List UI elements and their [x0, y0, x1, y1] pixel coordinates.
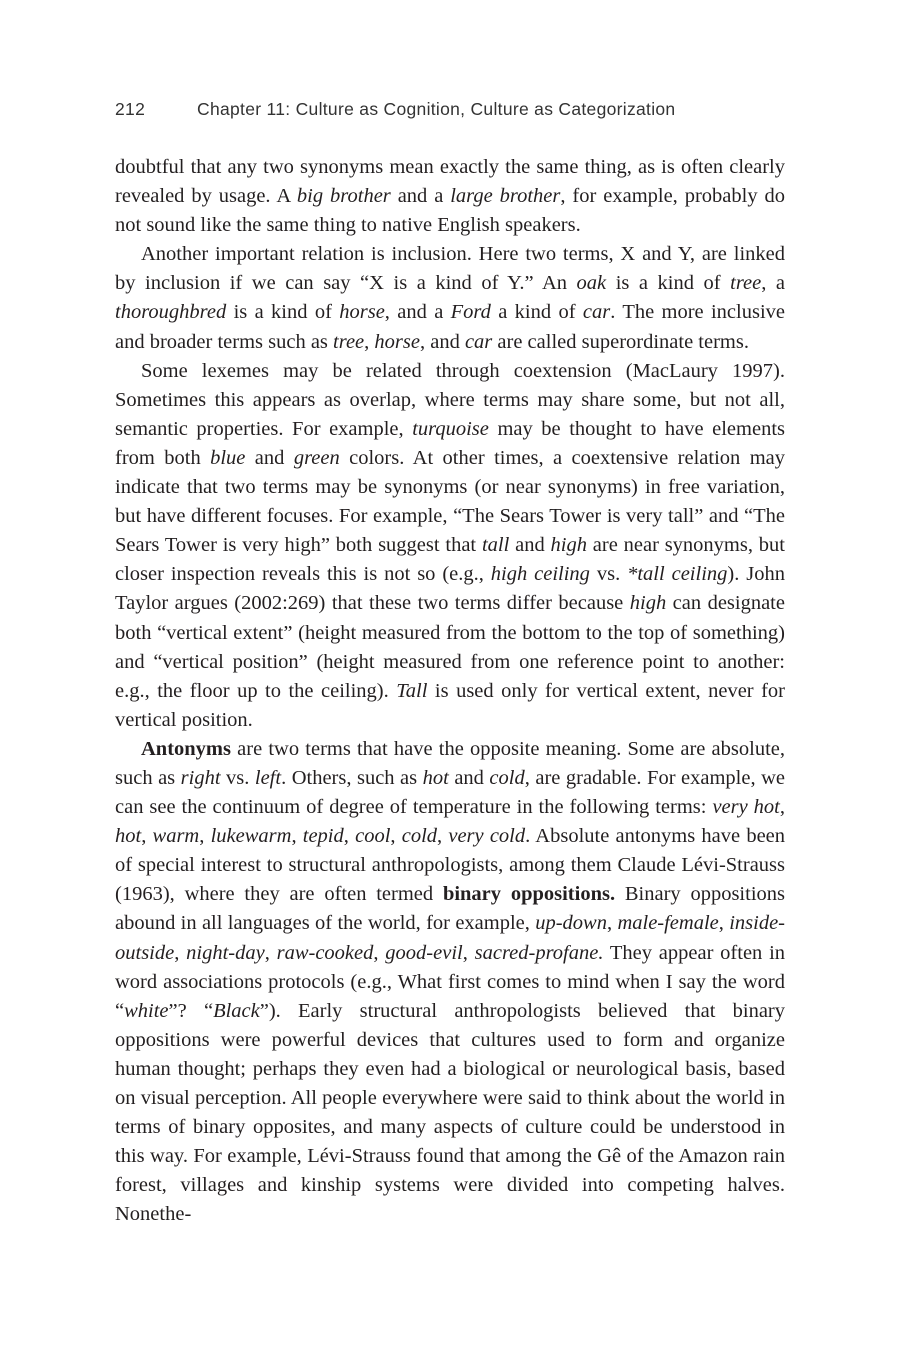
italic-run: cold [489, 766, 525, 789]
italic-run: tree [730, 272, 762, 295]
text-run: They appear often in word associations protocols (e.g., What first comes to mind when I say the word “ [115, 941, 786, 1022]
italic-run: *tall ceiling [627, 563, 728, 586]
italic-run: very hot [712, 796, 780, 819]
text-run: and [448, 766, 490, 789]
text-run: can designate both “vertical extent” (height measured from the bottom to the top of something) and “vertical position” (height measured from one reference point to another: e.g., the floor up to the ceiling). [115, 592, 785, 702]
text-run: , [462, 941, 475, 964]
italic-run: good-evil [385, 941, 463, 964]
text-run: are called superordinate terms. [492, 330, 749, 353]
text-run: and [509, 534, 551, 557]
paragraph-coextension [115, 357, 785, 735]
page-number: 212 [115, 99, 146, 119]
text-run: Some lexemes may be related through coextension (MacLaury 1997). Sometimes this appears as overlap, where terms may share some, but not all, semantic properties. For example, [115, 359, 785, 440]
text-run: , and a [384, 301, 451, 324]
text-run: , [779, 796, 785, 819]
text-run: , [437, 825, 449, 848]
italic-run: raw-cooked [276, 941, 374, 964]
running-header [115, 99, 785, 120]
text-run: , [141, 825, 153, 848]
bold-term: binary oppositions. [442, 883, 616, 906]
running-title: Chapter 11: Culture as Cognition, Culture as Categorization [197, 99, 676, 119]
text-run: , for example, probably do not sound like the same thing to native English speakers. [115, 185, 786, 237]
text-run: , and [419, 330, 465, 353]
italic-run: inside-outside [115, 912, 786, 964]
text-run: , are gradable. For example, we can see the continuum of degree of temperature in the following terms: [115, 766, 785, 819]
italic-run: left [254, 766, 282, 789]
text-run: vs. [220, 766, 255, 789]
italic-run: Black [213, 999, 260, 1022]
text-run: and a [390, 185, 451, 208]
italic-run: Tall [396, 679, 428, 702]
text-run: are two terms that have the opposite meaning. Some are absolute, such as [115, 737, 785, 789]
text-run: , [373, 941, 386, 964]
italic-run: lukewarm [210, 825, 292, 848]
italic-run: horse [339, 301, 385, 324]
text-run: may be thought to have elements from both [115, 417, 785, 469]
italic-run: turquoise [412, 417, 489, 440]
text-run: is used only for vertical extent, never for vertical position. [115, 679, 786, 731]
italic-run: high ceiling [490, 563, 590, 586]
text-run: a kind of [490, 301, 583, 324]
italic-run: oak [576, 272, 607, 295]
text-run: vs. [589, 563, 628, 586]
text-run: , a [761, 272, 786, 295]
italic-run: tall [481, 534, 510, 557]
text-run: , [291, 825, 303, 848]
italic-run: horse [374, 330, 420, 353]
text-run: and [245, 446, 294, 469]
text-run: , [264, 941, 277, 964]
text-run: , [606, 912, 618, 935]
text-run: , [364, 330, 375, 353]
text-run: . The more inclusive and broader terms such as [115, 301, 785, 353]
italic-run: night-day [186, 941, 265, 964]
text-run: , [199, 825, 211, 848]
italic-run: big brother [296, 185, 391, 208]
italic-run: cool [355, 825, 391, 848]
body-text [115, 153, 785, 1229]
text-run: , [390, 825, 402, 848]
paragraph-inclusion [115, 240, 785, 356]
italic-run: white [124, 999, 169, 1022]
text-run: , [174, 941, 187, 964]
italic-run: cold [401, 825, 438, 848]
text-run: is a kind of [606, 272, 731, 295]
italic-run: very cold [448, 825, 526, 848]
italic-run: Ford [450, 301, 491, 324]
text-run: Another important relation is inclusion. Here two terms, X and Y, are linked by inclusion if we can say “X is a kind of Y.” An [115, 243, 785, 295]
bold-term: Antonyms [141, 737, 231, 760]
text-run: . Others, such as [281, 766, 423, 789]
text-run: , [343, 825, 356, 848]
italic-run: tree [333, 330, 365, 353]
text-run: ”? “ [168, 999, 214, 1022]
text-run: ). John Taylor argues (2002:269) that these two terms differ because [115, 563, 785, 615]
italic-run: blue [210, 446, 246, 469]
italic-run: thoroughbred [115, 301, 227, 324]
italic-run: up-down [535, 912, 607, 935]
text-run: doubtful that any two synonyms mean exactly the same thing, as is often clearly revealed by usage. A [115, 156, 785, 208]
italic-run: tepid [302, 825, 344, 848]
italic-run: hot [115, 825, 142, 848]
italic-run: large brother [450, 185, 561, 208]
italic-run: green [293, 446, 340, 469]
italic-run: male-female [617, 912, 719, 935]
italic-run: right [180, 766, 221, 789]
paragraph-antonyms [115, 735, 785, 1230]
text-run: are near synonyms, but closer inspection reveals this is not so (e.g., [115, 534, 785, 586]
italic-run: car [582, 301, 611, 324]
text-run: ”). Early structural anthropologists believed that binary oppositions were powerful devices that cultures used to form and organize human thought; perhaps they even had a biological or neurological basis, based on visual perception. All people everywhere were said to think about the world in terms of binary opposites, and many aspects of culture could be understood in this way. For example, Lévi-Strauss found that among the Gê of the Amazon rain forest, villages and kinship systems were divided into competing halves. Nonethe- [115, 999, 786, 1226]
italic-run: high [550, 534, 587, 557]
italic-run: hot [422, 766, 449, 789]
italic-run: warm [152, 825, 200, 848]
text-run: is a kind of [226, 301, 340, 324]
italic-run: sacred-profane. [474, 941, 604, 964]
text-run: . Absolute antonyms have been of special interest to structural anthropologists, among them Claude Lévi-Strauss (1963), where they are often termed [115, 825, 786, 906]
text-run: Binary oppositions abound in all languages of the world, for example, [115, 883, 785, 935]
text-run: colors. At other times, a coextensive relation may indicate that two terms may be synonyms (or near synonyms) in free variation, but have different focuses. For example, “The Sears Tower is very tall” and “The Sears Tower is very high” both suggest that [115, 446, 785, 557]
italic-run: high [629, 592, 667, 615]
italic-run: car [464, 330, 493, 353]
text-run: , [718, 912, 730, 935]
paragraph-synonyms [115, 153, 785, 240]
